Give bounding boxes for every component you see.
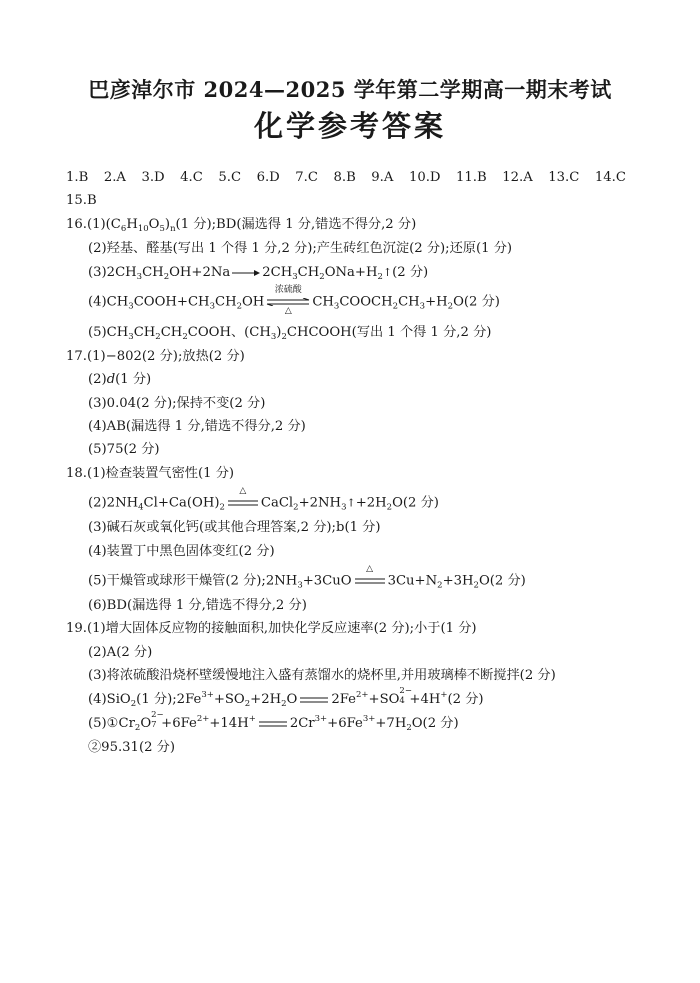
q16-line-5: $(5)CH_3CH_2CH_2COOH$、$(CH_3)_2CHCOOH$(写出 1 个得 1 分,2 分)	[88, 325, 492, 342]
reversible-arrow-icon: 浓硫酸 △	[265, 293, 311, 311]
equals-sign-icon	[298, 696, 330, 704]
q17-line-2: (2)d(1 分)	[88, 372, 152, 387]
mc-answer-9: 9.A	[371, 170, 394, 185]
q16-line-1: $16.(1)(C_6H_{10}O_5)_n(1$ 分);BD(漏选得 1 分,错选不得分,2 分)	[66, 217, 417, 234]
q18-line-2: $(2)2NH_4Cl+Ca(OH)_2$ △ $CaCl_2+2NH_3↑+2H_2O(2$ 分)	[88, 486, 439, 513]
mc-answer-4: 4.C	[180, 170, 203, 185]
mc-answer-7: 7.C	[295, 170, 318, 185]
exam-title: 巴彦淖尔市 2024—2025 学年第二学期高一期末考试	[88, 77, 612, 102]
reaction-arrow-icon	[231, 269, 261, 277]
q18-line-4: (4)装置丁中黑色固体变红(2 分)	[88, 544, 275, 559]
q18-line-1: 18.(1)检查装置气密性(1 分)	[66, 466, 235, 481]
q18-line-3: (3)碱石灰或氧化钙(或其他合理答案,2 分);b(1 分)	[88, 520, 381, 535]
mc-answer-2: 2.A	[103, 170, 126, 185]
gas-up-arrow-icon: ↑	[346, 496, 356, 510]
q19-line-4: (4)SiO$_2$(1 分)$;2Fe^{3+}+SO_2+2H_2O$ $2Fe^{2+}+SO$ 2− 4 +4H+(2 分)	[88, 686, 484, 709]
q17-line-5: (5)75(2 分)	[88, 442, 160, 457]
q19-line-5: $(5)①Cr_2O$ 2− 7 $+6Fe^{2+}+14H^+$ $2Cr^{3+}+6Fe^{3+}+7H_2O(2$ 分)	[88, 710, 459, 733]
answer-key-title: 化学参考答案	[253, 109, 446, 143]
q16-line-2: (2)羟基、醛基(写出 1 个得 1 分,2 分);产生砖红色沉淀(2 分);还原(1 分)	[88, 241, 513, 256]
gas-up-arrow-icon: ↑	[382, 266, 393, 279]
q19-line-2: (2)A(2 分)	[88, 645, 153, 660]
mc-answer-1: 1.B	[66, 170, 89, 185]
q19-line-6: ②95.31(2 分)	[88, 740, 175, 755]
mc-answer-13: 13.C	[548, 170, 580, 185]
q16-line-4: $(4)CH_3COOH+CH_3CH_2OH$ 浓硫酸 △ $CH_3COOCH_2CH_3+H_2O(2$ 分)	[88, 285, 500, 316]
q17-line-3: (3)0.04(2 分);保持不变(2 分)	[88, 396, 266, 411]
mc-answer-15: 15.B	[66, 193, 97, 208]
q17-line-1: 17.(1)−802(2 分);放热(2 分)	[66, 349, 245, 364]
equals-sign-icon	[257, 720, 289, 728]
heat-equals-sign-icon: △	[366, 564, 374, 574]
mc-answer-12: 12.A	[502, 170, 533, 185]
q19-line-1: 19.(1)增大固体反应物的接触面积,加快化学反应速率(2 分);小于(1 分)	[66, 621, 477, 636]
mc-answer-5: 5.C	[218, 170, 242, 185]
mc-answer-8: 8.B	[333, 170, 356, 185]
heat-equals-sign-icon: △	[239, 486, 247, 496]
q18-line-5: (5)干燥管或球形干燥管(2 分)$;2NH_3+3CuO$ △ $3Cu+N_2+3H_2O(2$ 分)	[88, 564, 526, 591]
q16-line-3: $(3)2CH_3CH_2OH+2Na$ $2CH_3CH_2ONa+H_2↑(2$ 分)	[88, 265, 429, 282]
q19-line-3: (3)将浓硫酸沿烧杯壁缓慢地注入盛有蒸馏水的烧杯里,并用玻璃棒不断搅拌(2 分)	[88, 668, 556, 683]
mc-answer-10: 10.D	[408, 170, 441, 185]
mc-answer-6: 6.D	[256, 170, 280, 185]
mc-answer-11: 11.B	[456, 170, 487, 185]
multiple-choice-answers	[66, 169, 626, 187]
mc-answer-3: 3.D	[141, 170, 165, 185]
q17-line-4: (4)AB(漏选得 1 分,错选不得分,2 分)	[88, 419, 306, 434]
q18-line-6: (6)BD(漏选得 1 分,错选不得分,2 分)	[88, 598, 307, 613]
mc-answer-14: 14.C	[594, 170, 626, 185]
